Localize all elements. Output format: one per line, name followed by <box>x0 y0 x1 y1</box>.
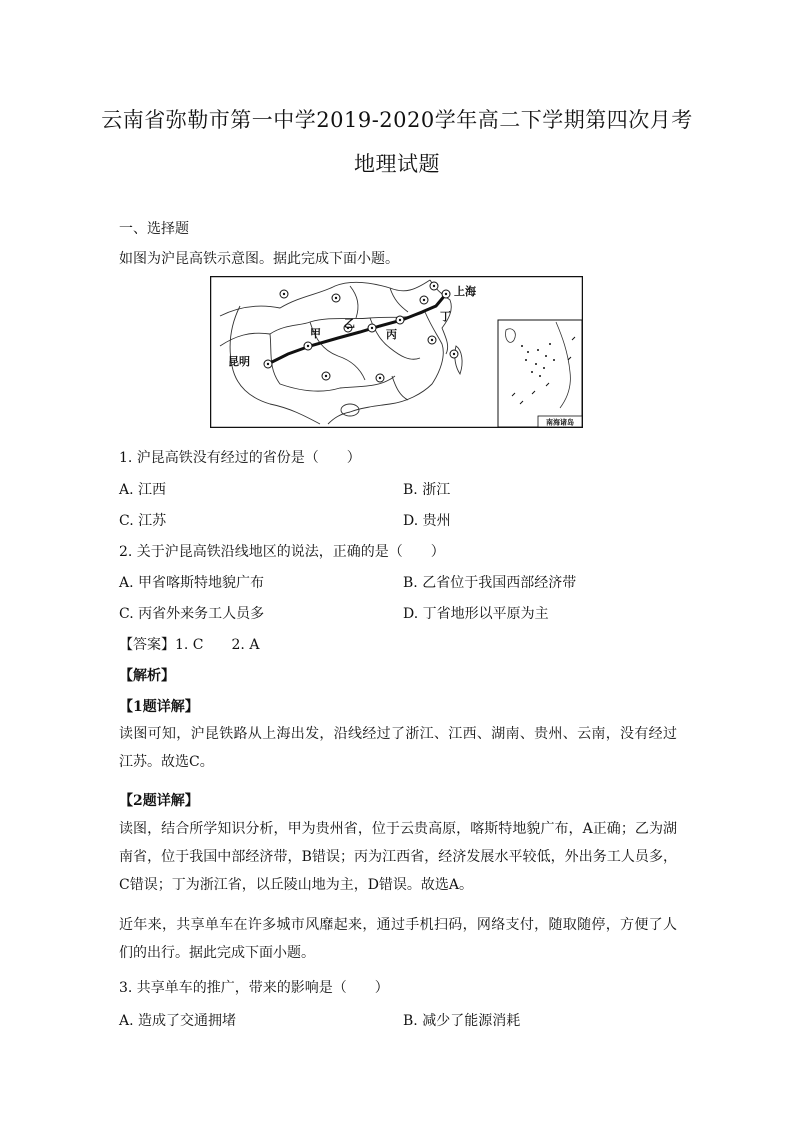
question-intro: 如图为沪昆高铁示意图。据此完成下面小题。 <box>119 251 399 267</box>
detail-2-text: 读图，结合所学知识分析，甲为贵州省，位于云贵高原，喀斯特地貌广布，A正确；乙为湖南省，位于我国中部经济带，B错误；丙为江西省，经济发展水平较低，外出务工人员多，C错误；丁为浙江省，以丘陵山地为主，D错误。故选A。 <box>119 821 677 893</box>
question-intro-2: 近年来，共享单车在许多城市风靡起来，通过手机扫码，网络支付，随取随停，方便了人们的出行。据此完成下面小题。 <box>119 917 677 961</box>
q1-option-b: B. 浙江 <box>403 482 451 498</box>
q1-option-c: C. 江苏 <box>119 513 167 529</box>
label-ding: 丁 <box>440 310 451 323</box>
question-1-stem: 1. 沪昆高铁没有经过的省份是（ ） <box>119 450 361 466</box>
label-bing: 丙 <box>386 328 397 341</box>
inset-caption: 南海诸岛 <box>546 418 574 427</box>
question-3-stem: 3. 共享单车的推广，带来的影响是（ ） <box>119 980 389 996</box>
answer-line: 【答案】1. C 2. A <box>119 637 260 653</box>
section-heading: 一、选择题 <box>119 221 189 237</box>
detail-2-heading: 【2题详解】 <box>119 793 199 809</box>
detail-1-text: 读图可知，沪昆铁路从上海出发，沿线经过了浙江、江西、湖南、贵州、云南，没有经过江苏。故选C。 <box>119 726 677 770</box>
label-jia: 甲 <box>310 327 321 340</box>
q2-option-b: B. 乙省位于我国西部经济带 <box>403 575 577 591</box>
label-kunming: 昆明 <box>228 355 250 368</box>
label-yi: 乙 <box>344 317 355 330</box>
question-2-stem: 2. 关于沪昆高铁沿线地区的说法，正确的是（ ） <box>119 544 445 560</box>
q1-option-d: D. 贵州 <box>403 513 451 529</box>
page-title: 云南省弥勒市第一中学2019-2020学年高二下学期第四次月考 <box>101 108 693 132</box>
q2-option-d: D. 丁省地形以平原为主 <box>403 606 549 622</box>
railway-map <box>210 276 583 428</box>
q2-option-a: A. 甲省喀斯特地貌广布 <box>119 575 265 591</box>
analysis-heading: 【解析】 <box>119 668 175 684</box>
q1-option-a: A. 江西 <box>119 482 167 498</box>
page-subtitle: 地理试题 <box>354 152 440 176</box>
q3-option-a: A. 造成了交通拥堵 <box>119 1013 237 1029</box>
label-shanghai: 上海 <box>454 285 476 298</box>
q2-option-c: C. 丙省外来务工人员多 <box>119 606 265 622</box>
detail-1-heading: 【1题详解】 <box>119 699 199 715</box>
q3-option-b: B. 减少了能源消耗 <box>403 1013 521 1029</box>
